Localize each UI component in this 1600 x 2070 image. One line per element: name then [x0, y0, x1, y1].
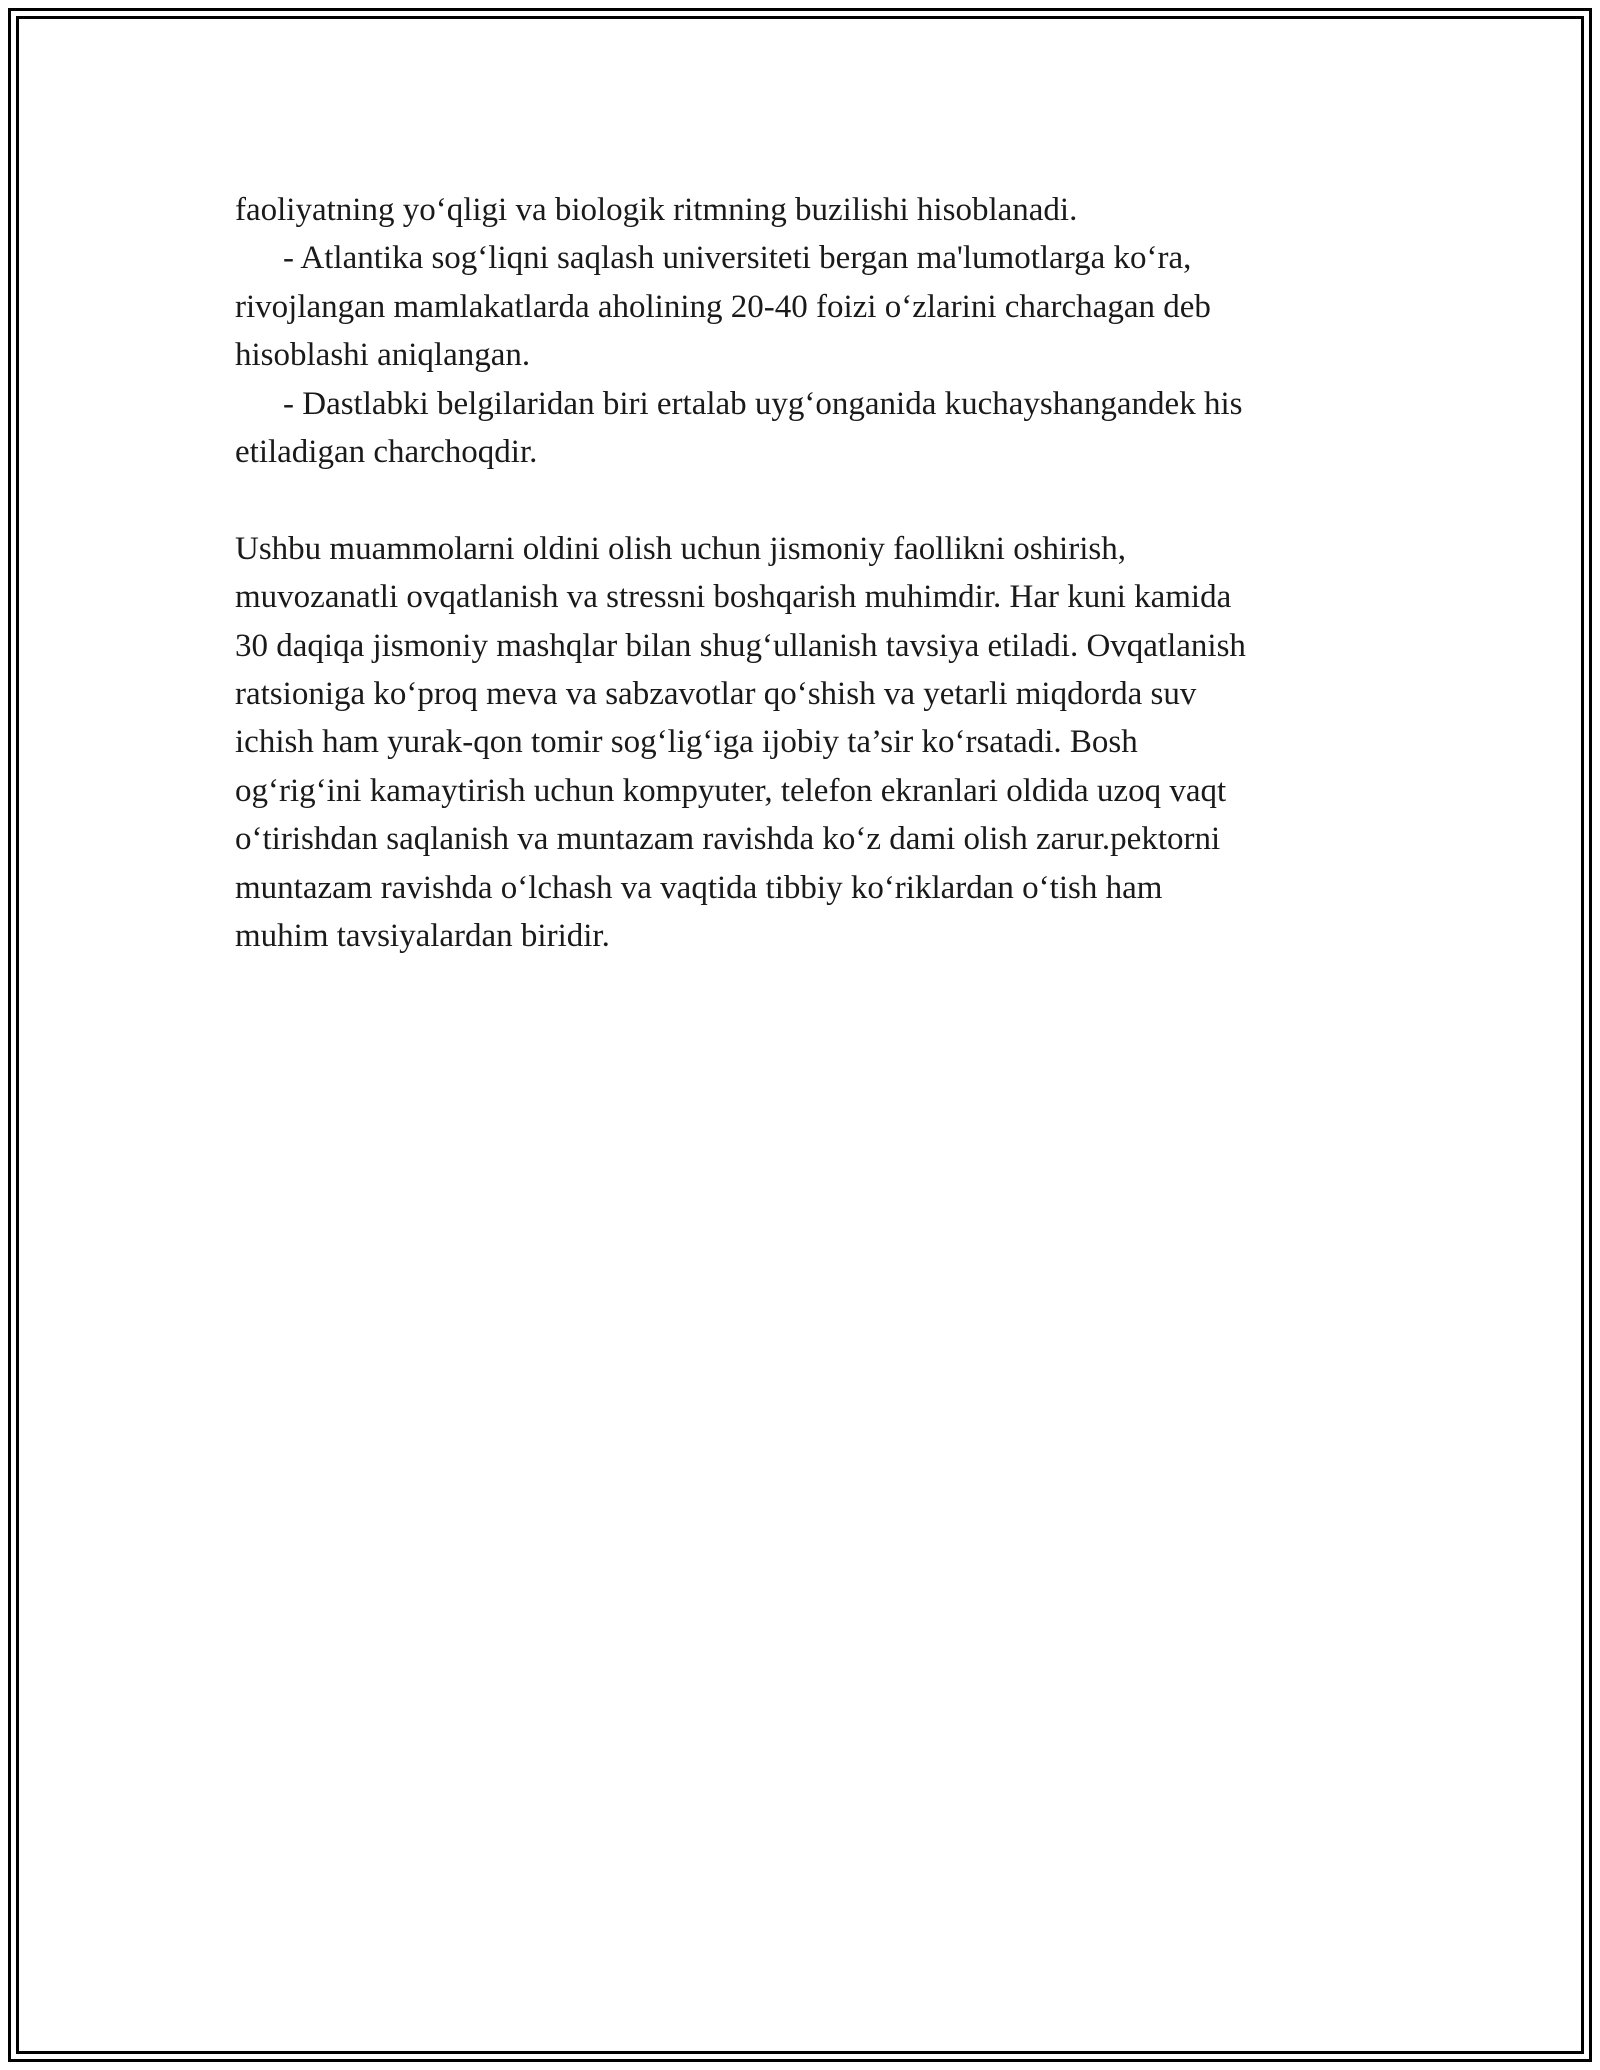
text-line: o‘tirishdan saqlanish va muntazam ravishda ko‘z dami olish zarur.pektorni [235, 821, 1221, 858]
text-line: ratsioniga ko‘proq meva va sabzavotlar qo‘shish va yetarli miqdorda suv [235, 676, 1197, 713]
text-line: faoliyatning yo‘qligi va biologik ritmning buzilishi hisoblanadi. [235, 192, 1078, 228]
text-line: muntazam ravishda o‘lchash va vaqtida tibbiy ko‘riklardan o‘tish ham [235, 869, 1163, 906]
text-line: muhim tavsiyalardan biridir. [235, 918, 610, 955]
document-body [235, 186, 1415, 960]
text-line: Ushbu muammolarni oldini olish uchun jismoniy faollikni oshirish, [235, 530, 1126, 567]
text-line: hisoblashi aniqlangan. [235, 337, 531, 374]
paragraph-1 [235, 186, 1415, 476]
bullet-line: - Atlantika sog‘liqni saqlash universiteti bergan ma'lumotlarga ko‘ra, [283, 240, 1192, 277]
text-line: rivojlangan mamlakatlarda aholining 20-40 foizi o‘zlarini charchagan deb [235, 288, 1211, 325]
text-line: ichish ham yurak-qon tomir sog‘lig‘iga ijobiy ta’sir ko‘rsatadi. Bosh [235, 724, 1138, 761]
text-line: og‘rig‘ini kamaytirish uchun kompyuter, telefon ekranlari oldida uzoq vaqt [235, 772, 1227, 809]
paragraph-gap [235, 476, 1415, 524]
paragraph-2 [235, 525, 1415, 961]
bullet-line: - Dastlabki belgilaridan biri ertalab uyg‘onganida kuchayshangandek his [283, 385, 1243, 422]
text-line: etiladigan charchoqdir. [235, 434, 538, 471]
text-line: muvozanatli ovqatlanish va stressni boshqarish muhimdir. Har kuni kamida [235, 579, 1232, 616]
text-line: 30 daqiqa jismoniy mashqlar bilan shug‘ullanish tavsiya etiladi. Ovqatlanish [235, 627, 1246, 664]
